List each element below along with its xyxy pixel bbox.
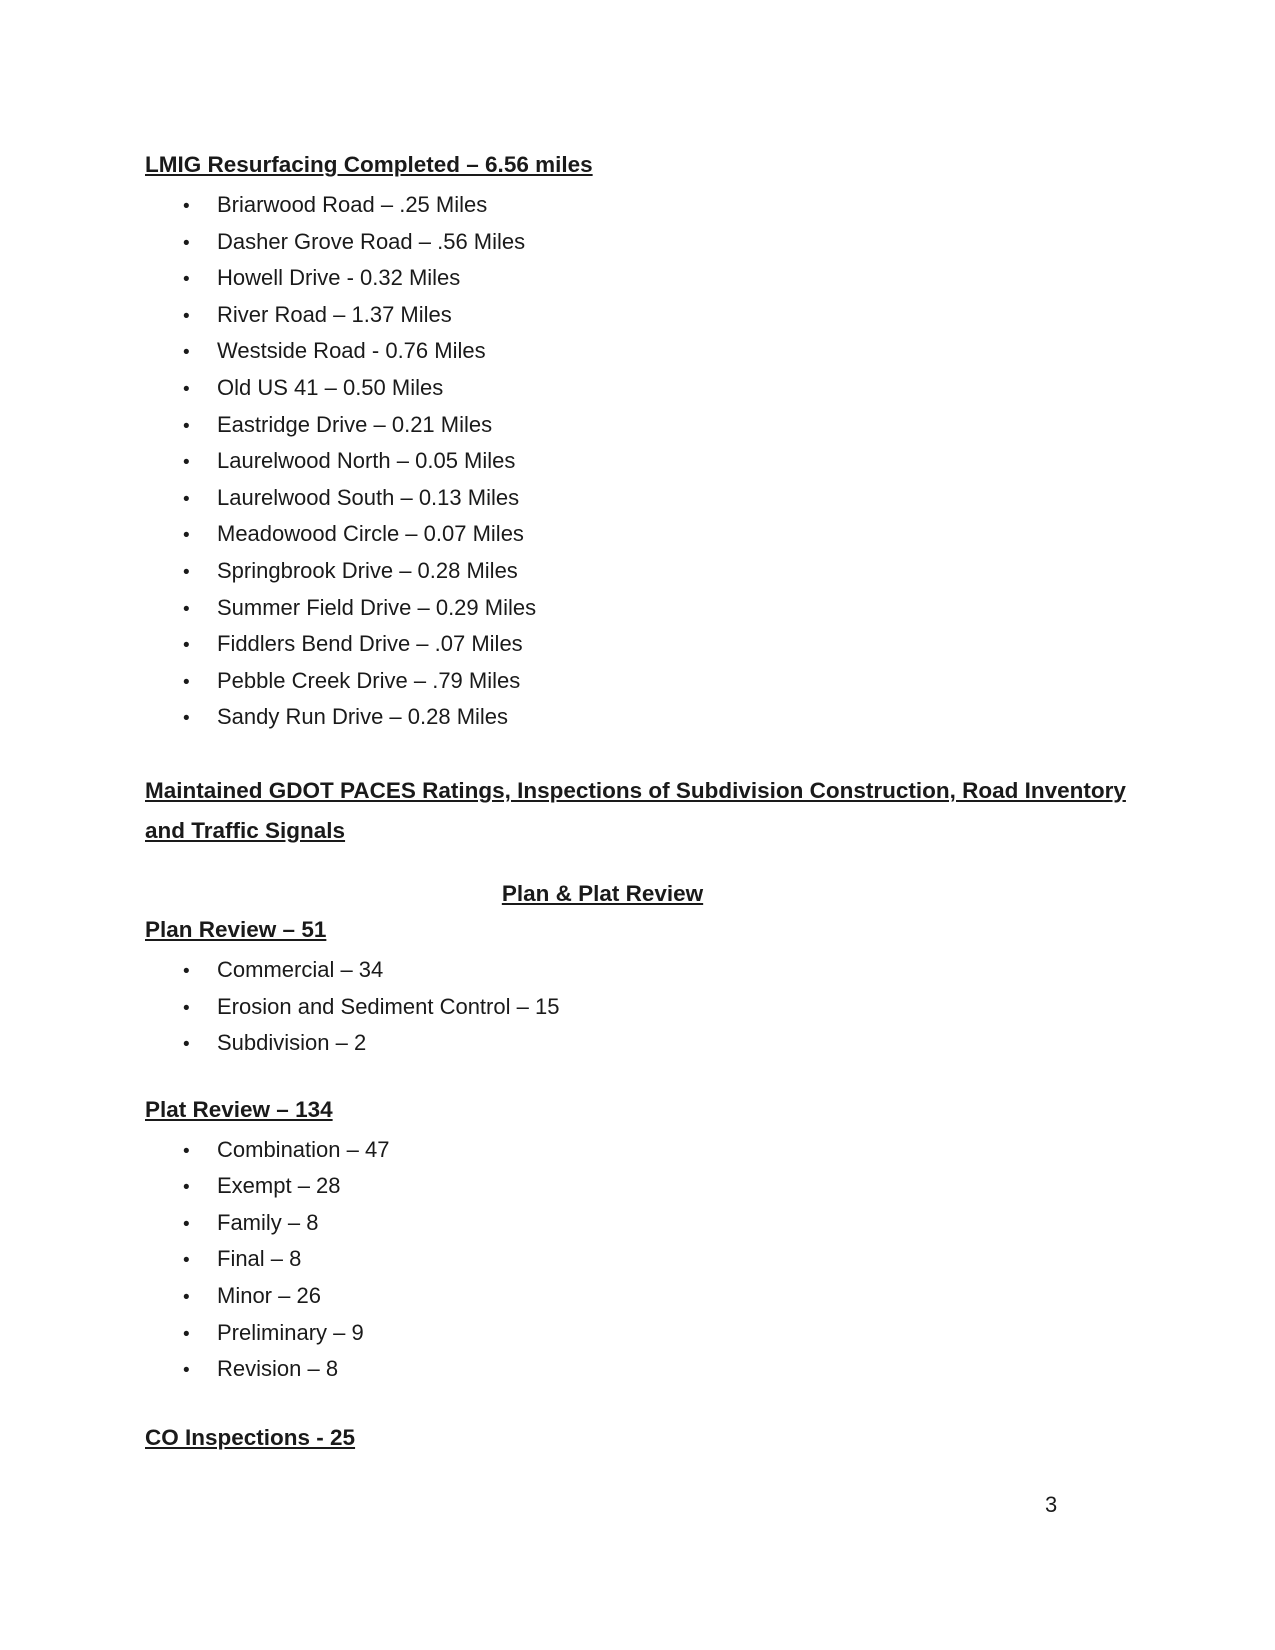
list-item: • Laurelwood North – 0.05 Miles xyxy=(183,444,1135,481)
section-heading-plan-review: Plan Review – 51 xyxy=(145,916,327,942)
list-item: • Eastridge Drive – 0.21 Miles xyxy=(183,408,1135,445)
list-item: • Final – 8 xyxy=(183,1242,1135,1279)
list-item: • Revision – 8 xyxy=(183,1352,1135,1389)
section-title-plan-plat-review xyxy=(145,881,1060,907)
list-item: • Exempt – 28 xyxy=(183,1169,1135,1206)
list-item: • Meadowood Circle – 0.07 Miles xyxy=(183,517,1135,554)
list-item: • Commercial – 34 xyxy=(183,953,1135,990)
list-item: • Briarwood Road – .25 Miles xyxy=(183,188,1135,225)
lmig-resurfacing-list xyxy=(145,188,1135,737)
document-content xyxy=(145,150,1135,1453)
heading-line: and Traffic Signals xyxy=(145,817,346,843)
section-heading-plat-review: Plat Review – 134 xyxy=(145,1096,333,1122)
page-number: 3 xyxy=(1045,1492,1058,1517)
list-item: • Combination – 47 xyxy=(183,1133,1135,1170)
section-heading-lmig-resurfacing: LMIG Resurfacing Completed – 6.56 miles xyxy=(145,152,593,177)
list-item: • River Road – 1.37 Miles xyxy=(183,298,1135,335)
list-item: • Summer Field Drive – 0.29 Miles xyxy=(183,591,1135,628)
section-heading-maintained-gdot xyxy=(145,771,1135,851)
list-item: • Subdivision – 2 xyxy=(183,1026,1135,1063)
plat-review-list xyxy=(145,1133,1135,1389)
list-item: • Fiddlers Bend Drive – .07 Miles xyxy=(183,627,1135,664)
list-item: • Laurelwood South – 0.13 Miles xyxy=(183,481,1135,518)
list-item: • Minor – 26 xyxy=(183,1279,1135,1316)
list-item: • Howell Drive - 0.32 Miles xyxy=(183,261,1135,298)
list-item: • Westside Road - 0.76 Miles xyxy=(183,334,1135,371)
list-item: • Preliminary – 9 xyxy=(183,1316,1135,1353)
list-item: • Erosion and Sediment Control – 15 xyxy=(183,990,1135,1027)
plan-review-list xyxy=(145,953,1135,1063)
list-item: • Pebble Creek Drive – .79 Miles xyxy=(183,664,1135,701)
heading-line: Maintained GDOT PACES Ratings, Inspections of Subdivision Construction, Road Inventory xyxy=(145,777,1126,803)
section-title-text: Plan & Plat Review xyxy=(501,880,704,906)
list-item: • Sandy Run Drive – 0.28 Miles xyxy=(183,700,1135,737)
list-item: • Family – 8 xyxy=(183,1206,1135,1243)
list-item: • Springbrook Drive – 0.28 Miles xyxy=(183,554,1135,591)
list-item: • Old US 41 – 0.50 Miles xyxy=(183,371,1135,408)
list-item: • Dasher Grove Road – .56 Miles xyxy=(183,225,1135,262)
section-heading-co-inspections: CO Inspections - 25 xyxy=(145,1424,356,1450)
